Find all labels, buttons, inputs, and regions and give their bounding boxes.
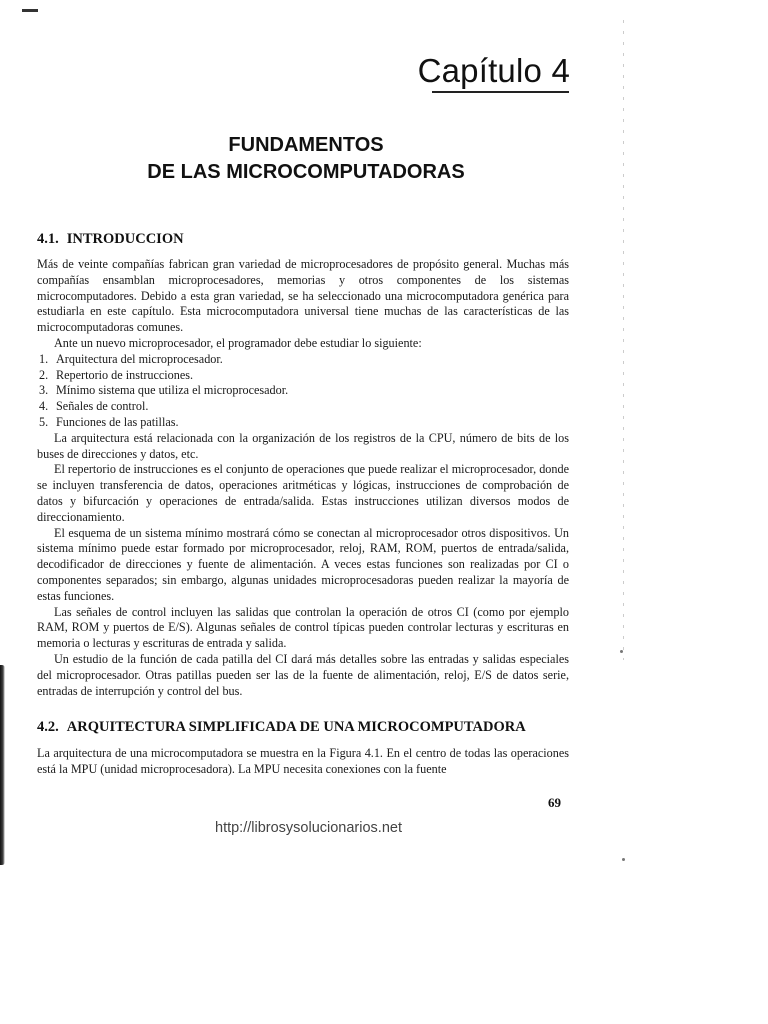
section-4-2-body [37, 746, 569, 778]
section-heading-4-2 [37, 719, 526, 736]
list-item [37, 383, 569, 399]
scan-mark [22, 9, 38, 12]
chapter-title-line2: DE LAS MICROCOMPUTADORAS [147, 161, 465, 183]
chapter-title-line1: FUNDAMENTOS [228, 134, 384, 156]
paragraph: Más de veinte compañías fabrican gran variedad de microprocesadores de propósito general. Muchas más compañías ensamblan microprocesadores, memorias y otros componentes de los sistemas microcomputadores. Debido a esta gran variedad, se ha seleccionado una microcomputadora genérica para estudiarla en este capítulo. Esta microcomputadora universal tiene muchas de las características de las microcomputadoras comunes. [37, 257, 569, 335]
section-title: INTRODUCCION [66, 231, 184, 247]
scan-edge-left [0, 665, 5, 865]
list-text: Funciones de las patillas. [56, 414, 179, 429]
list-number: 4. [39, 399, 49, 414]
list-number: 3. [39, 383, 49, 398]
list-item [37, 399, 569, 415]
paragraph: Un estudio de la función de cada patilla del CI dará más detalles sobre las entradas y salidas especiales del microprocesador. Otras patillas pueden ser las de la fuente de alimentación, reloj, E/S de datos serie, entradas de interrupción y control del bus. [37, 651, 569, 698]
scan-edge-right [623, 20, 624, 660]
paragraph: El repertorio de instrucciones es el conjunto de operaciones que puede realizar el microprocesador, donde se incluyen transferencia de datos, operaciones aritméticas y lógicas, instrucciones de comprobación de datos y bifurcación y operaciones de entrada/salida. Estas instrucciones utilizan diversos modos de direccionamiento. [37, 462, 569, 524]
scan-speck [620, 650, 623, 653]
list-number: 1. [39, 351, 49, 366]
list-text: Repertorio de instrucciones. [56, 367, 194, 382]
list-number: 5. [39, 414, 49, 429]
page-number: 69 [548, 795, 561, 810]
paragraph: El esquema de un sistema mínimo mostrará cómo se conectan al microprocesador otros dispositivos. Un sistema mínimo puede estar formado por microprocesador, reloj, RAM, ROM, puertos de entrada/salida, decodificador de direcciones y fuente de alimentación. A veces estas funciones son realizadas por CI o componentes separados; sin embargo, algunas unidades microprocesadoras pueden realizar la mayoría de estas funciones. [37, 525, 569, 603]
section-number: 4.2. [37, 719, 59, 735]
section-number: 4.1. [37, 231, 59, 247]
list-text: Señales de control. [56, 399, 149, 414]
paragraph: Ante un nuevo microprocesador, el programador debe estudiar lo siguiente: [54, 335, 422, 350]
source-url: http://librosysolucionarios.net [215, 820, 402, 836]
paragraph: Las señales de control incluyen las salidas que controlan la operación de otros CI (como por ejemplo RAM, ROM y puertos de E/S). Algunas señales de control típicas pueden controlar lecturas y escrituras en memoria o lecturas y escrituras de entrada y salida. [37, 604, 569, 651]
list-text: Mínimo sistema que utiliza el microprocesador. [56, 383, 289, 398]
paragraph: La arquitectura de una microcomputadora se muestra en la Figura 4.1. En el centro de todas las operaciones está la MPU (unidad microprocesadora). La MPU necesita conexiones con la fuente [37, 746, 569, 776]
paragraph: La arquitectura está relacionada con la organización de los registros de la CPU, número de bits de los buses de direcciones y datos, etc. [37, 430, 569, 461]
list-item [37, 415, 569, 431]
study-list [37, 352, 569, 431]
section-heading-4-1 [37, 231, 184, 248]
list-item [37, 352, 569, 368]
scan-speck [622, 858, 625, 861]
section-4-1-body [37, 257, 569, 699]
chapter-label: Capítulo 4 [417, 52, 570, 89]
list-text: Arquitectura del microprocesador. [56, 351, 223, 366]
section-title: ARQUITECTURA SIMPLIFICADA DE UNA MICROCOMPUTADORA [66, 719, 526, 735]
list-item [37, 368, 569, 384]
chapter-rule [432, 91, 569, 93]
list-number: 2. [39, 367, 49, 382]
